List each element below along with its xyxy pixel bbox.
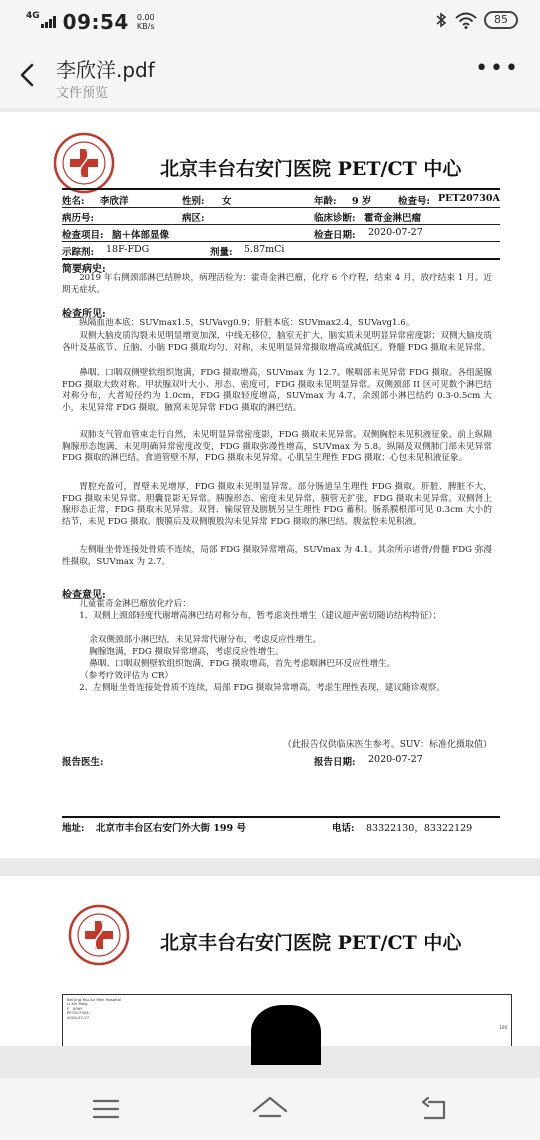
disclaimer: （此报告仅供临床医生参考。SUV：标准化摄取值） [282, 740, 492, 750]
signature-row [62, 753, 500, 767]
opinion-line: 2、左侧耻坐骨连接处骨质不连续，局部 FDG 摄取异常增高，考虑生理性表现，建议随诊观察。 [79, 683, 445, 693]
pdf-page-2 [0, 876, 540, 1046]
title-bar [0, 42, 540, 108]
divider [62, 188, 500, 190]
sex-value: 女 [222, 196, 232, 207]
finding-paragraph: 双肺支气管血管束走行自然，未见明显异常密度影，FDG 摄取未见异常。双侧胸腔未见积液征象。前上纵隔胸腺形态饱满，未见明确异常密度改变，FDG 摄取弥漫性增高，SUVmax 为 5.8。纵隔及双侧肺门部未见异常 FDG 摄取的淋巴结。食道管壁不厚，FDG 摄取未见异常。心肌呈生理性 FDG 摄取；心包未见积液征象。 [62, 430, 492, 464]
speed-unit: KB/s [136, 22, 155, 31]
report-date-label: 报告日期: [314, 757, 356, 768]
findings-title: 检查所见: [62, 309, 106, 320]
name-value: 李欣洋 [100, 196, 129, 207]
opinion-line: 鼻咽、口咽双侧壁软组织饱满，FDG 摄取增高，首先考虑咽淋巴环反应性增生。 [89, 659, 396, 669]
pet-image-preview [62, 994, 512, 1046]
hospital-title: 北京丰台右安门医院 PET/CT 中心 [160, 932, 462, 954]
tracer-row [62, 243, 500, 257]
speed-value: 0.00 [136, 13, 155, 22]
opinion-line: 1、双侧上颈部轻度代谢增高淋巴结对称分布，暂考虑炎性增生（建议超声密切随访结构特征）； [79, 611, 442, 621]
finding-paragraph: 鼻咽、口咽双侧壁软组织饱满，FDG 摄取增高，SUVmax 为 12.7。喉咽部未见异常 FDG 摄取。各组涎腺 FDG 摄取大致对称。甲状腺双叶大小、形态、密度可，FDG 摄取未见明显异常。双侧颈部 II 区可见数个淋巴结对称分布，大者短径约为 1.0cm，FDG 摄取轻度增高，SUVmax 为 4.7，余颈部小淋巴结约 0.3-0.5cm 大小，未见异常 FDG 摄取。腋窝未见异常 FDG 摄取的淋巴结。 [62, 368, 492, 414]
doctor-label: 报告医生: [62, 757, 104, 768]
age-label: 年龄: [314, 196, 337, 207]
address-label: 地址: [62, 823, 85, 834]
hospital-logo-icon [53, 132, 115, 194]
exam-date-value: 2020-07-27 [368, 227, 423, 238]
address-row [62, 819, 500, 833]
bluetooth-icon [434, 11, 448, 29]
case-no-label: 病历号: [62, 213, 95, 224]
report-date-value: 2020-07-27 [368, 754, 423, 765]
tracer-label: 示踪剂: [62, 247, 95, 258]
wifi-icon [454, 11, 478, 29]
address-value: 北京市丰台区右安门外大街 199 号 [96, 823, 246, 834]
status-bar [0, 0, 540, 42]
finding-paragraph: 左侧耻坐骨连接处骨质不连续，局部 FDG 摄取异常增高，SUVmax 为 4.1。其余所示诸骨/骨髓 FDG 弥漫性摄取，SUVmax 为 2.7。 [62, 545, 492, 567]
home-icon[interactable] [250, 1092, 290, 1126]
finding-paragraph: 双侧大脑皮质沟裂未见明显增宽加深，中线无移位，脑室无扩大，脑实质未见明显异常密度影；双侧大脑皮质各叶及基底节、丘脑、小脑 FDG 摄取均匀、对称，未见明显异常摄取增高或减低区。脊髓 FDG 摄取未见异常。 [62, 331, 492, 353]
battery-icon: 85 [484, 11, 518, 29]
opinion-line: （参考疗效评估为 CR） [80, 671, 174, 681]
back-arrow-icon[interactable] [14, 54, 44, 94]
divider [62, 207, 500, 208]
opinion-line: 胸腺饱满，FDG 摄取异常增高，考虑反应性增生。 [89, 647, 284, 657]
clock: 09:54 [62, 10, 129, 34]
exam-row [62, 226, 500, 240]
file-preview-label: 文件预览 [56, 86, 109, 101]
age-value: 9 岁 [352, 196, 372, 207]
phone-value: 83322130，83322129 [366, 823, 473, 834]
ward-label: 病区: [182, 213, 205, 224]
hospital-title: 北京丰台右安门医院 PET/CT 中心 [160, 158, 462, 180]
back-icon[interactable] [414, 1092, 454, 1126]
pet-head-image [251, 1005, 321, 1065]
exam-item-label: 检查项目: [62, 230, 104, 241]
more-icon[interactable]: ••• [475, 56, 520, 81]
menu-icon[interactable] [86, 1092, 126, 1126]
signal-icon [41, 16, 57, 28]
navigation-bar [0, 1078, 540, 1140]
opinion-line: 余双侧颈部小淋巴结，未见异常代谢分布，考虑反应性增生。 [89, 635, 322, 645]
hospital-logo-icon [68, 904, 130, 966]
history-text: 2019 年右侧颈部淋巴结肿块，病理活检为：霍奇金淋巴瘤，化疗 6 个疗程，结束 4 月，放疗结束 1 月。近期无症状。 [62, 273, 492, 295]
network-type: 4G [26, 11, 40, 21]
divider [62, 241, 500, 242]
file-name: 李欣洋.pdf [56, 58, 155, 82]
dose-value: 5.87mCi [244, 244, 285, 255]
pdf-page-1 [0, 112, 540, 858]
dose-label: 剂量: [210, 247, 233, 258]
divider [62, 224, 500, 225]
exam-no-label: 检查号: [398, 196, 431, 207]
preview-number: 100 [499, 1025, 507, 1030]
diagnosis-label: 临床诊断: [314, 213, 356, 224]
exam-date-label: 检查日期: [314, 230, 356, 241]
exam-item-value: 脑＋体部显像 [112, 230, 170, 241]
phone-label: 电话: [332, 823, 355, 834]
opinion-title: 检查意见: [62, 590, 106, 601]
name-label: 姓名: [62, 196, 85, 207]
opinion-line: 儿童霍奇金淋巴瘤放化疗后： [79, 599, 191, 609]
tracer-value: 18F-FDG [106, 244, 150, 255]
finding-paragraph: 胃腔充盈可，胃壁未见增厚，FDG 摄取未见明显异常。部分肠道呈生理性 FDG 摄取。肝脏、脾脏不大，FDG 摄取未见异常。胆囊显影无异常。胰腺形态、密度未见异常，胰管无扩张，FDG 摄取未见异常。双侧肾上腺形态正常，FDG 摄取未见异常。双肾、输尿管及膀胱另呈生理性 FDG 蓄积。肠系膜根部可见 0.3cm 大小的结节，未见 FDG 摄取。腹膜后及双侧腹股沟未见异常 FDG 摄取的淋巴结。腹盆腔未见积液。 [62, 482, 492, 528]
network-speed [137, 13, 155, 31]
patient-row [62, 192, 500, 206]
divider [62, 258, 500, 260]
diagnosis-value: 霍奇金淋巴瘤 [364, 213, 422, 224]
history-title: 简要病史: [62, 264, 106, 275]
divider [62, 816, 500, 818]
case-row [62, 209, 500, 223]
finding-paragraph: 纵隔血池本底：SUVmax1.5，SUVavg0.9；肝脏本底：SUVmax2.4，SUVavg1.6。 [79, 318, 415, 328]
exam-no-value: PET20730A [438, 193, 500, 204]
sex-label: 性别: [182, 196, 205, 207]
preview-header-text: Bei Jing You An Men Hospital Li Xin Yang F 009Y PET20730A 2020-07-27 [67, 997, 122, 1020]
